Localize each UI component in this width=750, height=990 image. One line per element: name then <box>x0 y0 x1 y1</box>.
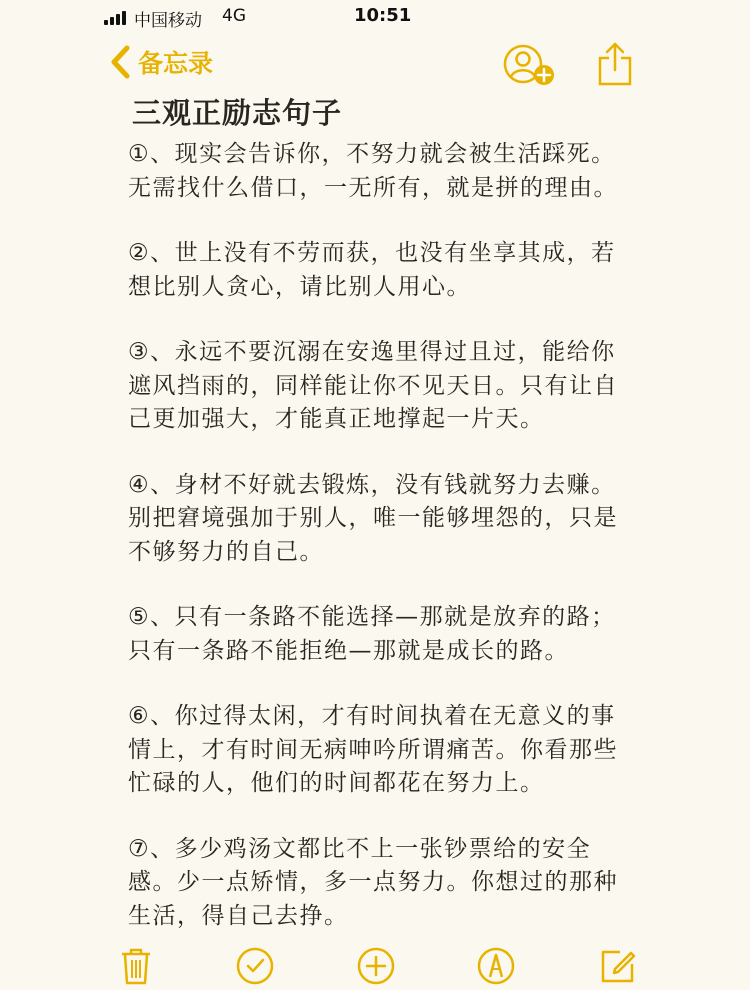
pen-circle-icon <box>476 946 516 986</box>
note-paragraph: ⑥、你过得太闲，才有时间执着在无意义的事情上，才有时间无病呻吟所谓痛苦。你看那些忙碌的人，他们的时间都花在努力上。 <box>128 703 618 796</box>
add-button[interactable] <box>356 946 396 986</box>
back-button[interactable] <box>108 44 213 80</box>
note-paragraph: ⑦、多少鸡汤文都比不上一张钞票给的安全感。少一点矫情，多一点努力。你想过的那种生活，得自己去挣。 <box>128 835 618 929</box>
bottom-toolbar <box>0 940 750 985</box>
carrier-name: 中国移动 <box>134 11 202 31</box>
status-bar <box>0 0 750 34</box>
back-label: 备忘录 <box>138 49 214 78</box>
nav-bar <box>0 38 750 94</box>
network-type: 4G <box>222 6 246 26</box>
status-time: 10:51 <box>354 5 412 26</box>
compose-icon <box>598 946 638 986</box>
compose-button[interactable] <box>598 946 638 986</box>
add-collaborator-button[interactable] <box>502 42 556 88</box>
plus-circle-icon <box>356 946 396 986</box>
checkmark-circle-icon <box>235 946 275 986</box>
add-person-icon <box>502 42 556 88</box>
markup-button[interactable] <box>476 946 516 986</box>
share-icon <box>596 40 634 88</box>
note-title: 三观正励志句子 <box>132 96 343 130</box>
note-paragraph: ③、永远不要沉溺在安逸里得过且过，能给你遮风挡雨的，同样能让你不见天日。只有让自己更加强大，才能真正地撑起一片天。 <box>128 339 618 432</box>
chevron-left-icon <box>108 44 132 80</box>
note-paragraph: ④、身材不好就去锻炼，没有钱就努力去赚。别把窘境强加于别人，唯一能够埋怨的，只是不够努力的自己。 <box>128 471 618 565</box>
note-paragraph: ⑤、只有一条路不能选择—那就是放弃的路；只有一条路不能拒绝—那就是成长的路。 <box>128 604 616 664</box>
trash-icon <box>116 946 156 986</box>
checklist-button[interactable] <box>235 946 275 986</box>
signal-icon <box>104 11 126 25</box>
note-paragraph: ②、世上没有不劳而获，也没有坐享其成，若想比别人贪心，请比别人用心。 <box>128 240 616 300</box>
note-paragraph: ①、现实会告诉你，不努力就会被生活踩死。无需找什么借口，一无所有，就是拼的理由。 <box>128 141 618 201</box>
share-button[interactable] <box>596 40 634 88</box>
note-body[interactable] <box>128 94 648 965</box>
delete-button[interactable] <box>116 946 156 986</box>
